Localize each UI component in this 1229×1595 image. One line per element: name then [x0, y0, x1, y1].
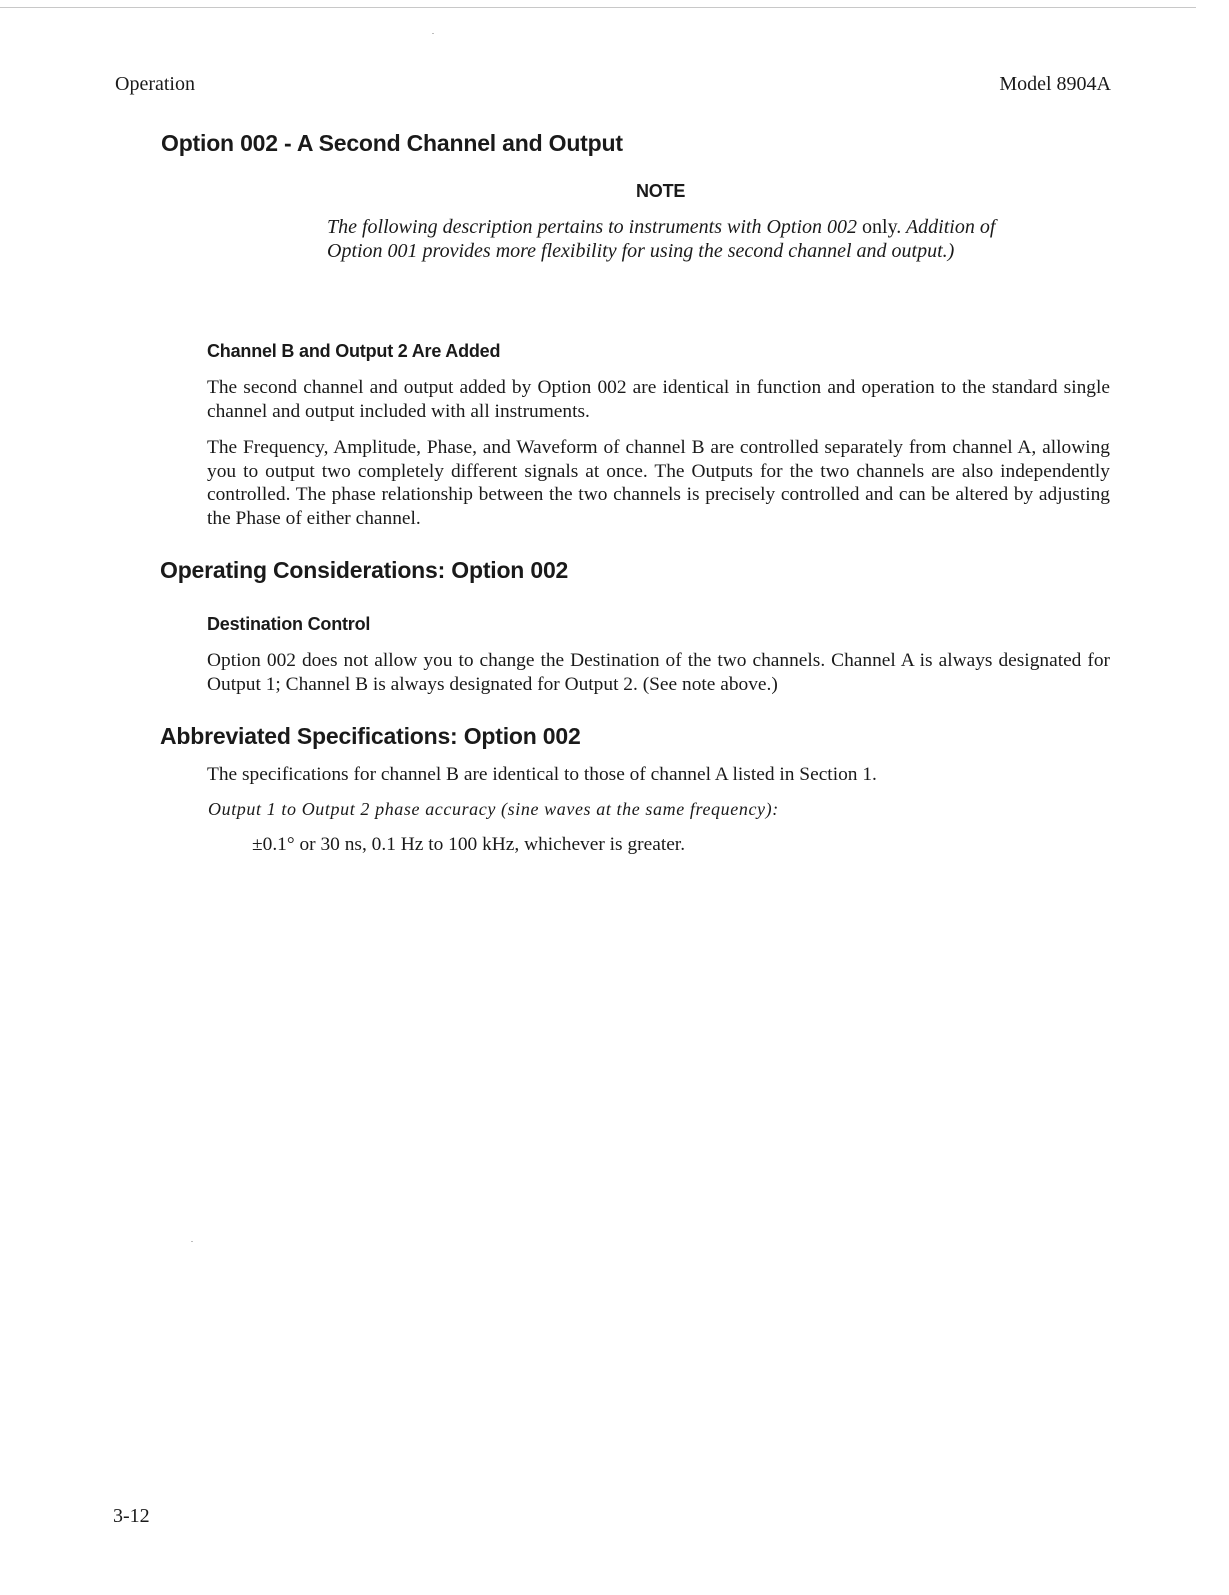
channel-b-paragraph-1: The second channel and output added by Option 002 are identical in function and operation to the standard single channel and output included with all instruments.: [207, 377, 1110, 422]
note-body: [327, 215, 1002, 263]
channel-b-paragraph-2: The Frequency, Amplitude, Phase, and Waveform of channel B are controlled separately from channel A, allowing you to output two completely different signals at once. The Outputs for the two channels are also independently controlled. The phase relationship between the two channels is precisely controlled and can be altered by adjusting the Phase of either channel.: [207, 437, 1110, 529]
specifications-intro: The specifications for channel B are identical to those of channel A listed in Section 1.: [207, 764, 877, 785]
option-002-heading: Option 002 - A Second Channel and Output: [161, 130, 623, 156]
scan-speck: [191, 1241, 193, 1242]
abbreviated-specifications-heading: Abbreviated Specifications: Option 002: [160, 723, 581, 749]
phase-accuracy-label: Output 1 to Output 2 phase accuracy (sine waves at the same frequency):: [208, 799, 779, 819]
note-text-rest: Addition of Option 001 provides more flexibility for using the second channel and output.): [327, 216, 996, 262]
phase-accuracy-value: ±0.1° or 30 ns, 0.1 Hz to 100 kHz, whichever is greater.: [252, 834, 686, 855]
destination-control-heading: Destination Control: [207, 614, 371, 634]
page-number: 3-12: [113, 1505, 150, 1527]
running-header-model: Model 8904A: [999, 73, 1111, 95]
operating-considerations-heading: Operating Considerations: Option 002: [160, 557, 569, 583]
destination-control-paragraph: Option 002 does not allow you to change the Destination of the two channels. Channel A is always designated for Output 1; Channel B is always designated for Output 2. (See note above.): [207, 650, 1110, 695]
note-title: NOTE: [636, 181, 686, 201]
note-text-upright: only.: [862, 216, 902, 238]
running-header-section: Operation: [115, 73, 195, 95]
note-text-italic: The following description pertains to instruments with Option 002: [327, 216, 858, 238]
channel-b-heading: Channel B and Output 2 Are Added: [207, 341, 501, 361]
scan-speck: [432, 33, 434, 34]
top-scan-rule: [0, 7, 1196, 8]
